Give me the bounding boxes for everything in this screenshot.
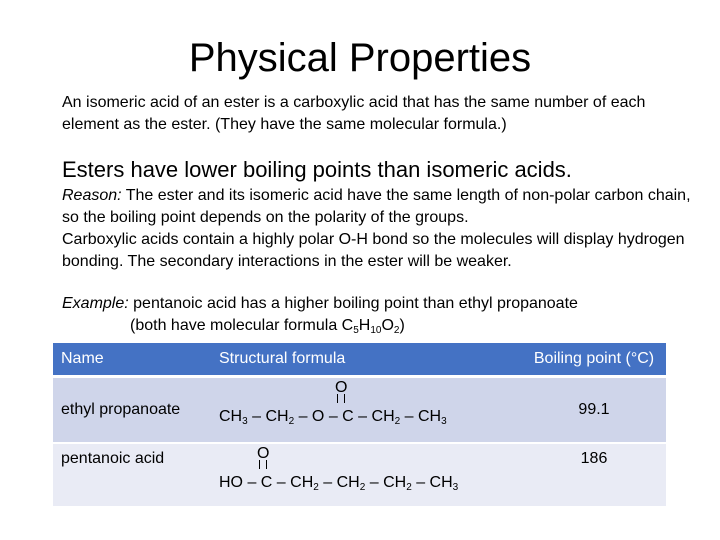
header-boiling-point: Boiling point (°C) bbox=[522, 343, 666, 377]
reason-block bbox=[62, 185, 702, 273]
row-formula-cell bbox=[211, 377, 522, 444]
section-heading: Esters have lower boiling points than isomeric acids. bbox=[62, 157, 572, 182]
table-row bbox=[53, 443, 666, 506]
formula-text: $CH_3 - CH_2$ – O – C – $CH_2 - CH_3$ bbox=[219, 408, 447, 427]
reason-paragraph-2: Carboxylic acids contain a highly polar O-H bond so the molecules will display hydrogen bonding. The secondary interactions in the ester will be weaker. bbox=[62, 231, 685, 270]
table-row bbox=[53, 377, 666, 444]
structural-formula bbox=[219, 444, 514, 500]
note-sub-c: 5 bbox=[353, 325, 359, 336]
structural-formula bbox=[219, 378, 514, 442]
reason-text-1: The ester and its isomeric acid have the same length of non-polar carbon chain, so the boiling point depends on the polarity of the groups. bbox=[62, 187, 691, 226]
example-block bbox=[62, 293, 702, 337]
double-bond bbox=[259, 460, 267, 469]
header-structural-formula: Structural formula bbox=[211, 343, 522, 377]
example-note bbox=[62, 315, 702, 337]
intro-paragraph: An isomeric acid of an ester is a carboxylic acid that has the same number of each element as the ester. (They have the same molecular formula.) bbox=[62, 94, 646, 133]
formula-text: HO – C – $CH_2 - CH_2 - CH_2 - CH_3$ bbox=[219, 474, 459, 493]
carbonyl-oxygen: O bbox=[335, 379, 348, 396]
table-header-row bbox=[53, 343, 666, 377]
row-name: pentanoic acid bbox=[53, 443, 211, 506]
slide-title: Physical Properties bbox=[188, 36, 532, 80]
row-boiling-point: 99.1 bbox=[522, 377, 666, 444]
row-formula-cell bbox=[211, 443, 522, 506]
reason-paragraph-1 bbox=[62, 185, 702, 229]
example-line bbox=[62, 293, 702, 315]
header-name: Name bbox=[53, 343, 211, 377]
note-suffix: ) bbox=[399, 317, 405, 334]
note-o: O bbox=[381, 317, 394, 334]
carbonyl-oxygen: O bbox=[257, 445, 270, 462]
note-prefix: (both have molecular formula C bbox=[130, 317, 354, 334]
boiling-point-table bbox=[53, 343, 666, 506]
note-sub-o: 2 bbox=[393, 325, 400, 336]
double-bond bbox=[337, 394, 345, 403]
row-name: ethyl propanoate bbox=[53, 377, 211, 444]
example-label: Example: bbox=[62, 295, 129, 312]
example-text: pentanoic acid has a higher boiling point than ethyl propanoate bbox=[128, 295, 578, 312]
row-boiling-point: 186 bbox=[522, 443, 666, 506]
note-h: H bbox=[358, 317, 371, 334]
note-sub-h: 10 bbox=[370, 325, 382, 336]
reason-label: Reason: bbox=[62, 187, 122, 204]
